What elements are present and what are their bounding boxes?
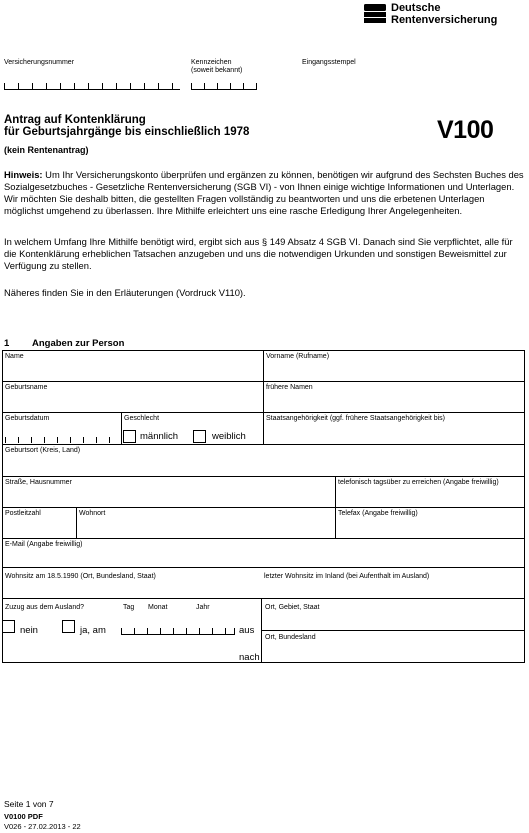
fruehere-namen-input[interactable] — [266, 395, 518, 409]
letzter-wohnsitz-input[interactable] — [264, 583, 519, 596]
row-divider — [2, 507, 525, 508]
vorname-label: Vorname (Rufname) — [266, 353, 330, 360]
title-line-2: für Geburtsjahrgänge bis einschließlich 1978 — [4, 126, 250, 138]
nein-checkbox[interactable] — [2, 620, 15, 633]
jahr-label: Jahr — [196, 604, 210, 611]
geburtsort-input[interactable] — [5, 458, 517, 472]
form-version: V026 - 27.02.2013 - 22 — [4, 822, 81, 831]
name-label: Name — [5, 353, 24, 360]
geburtsort-label: Geburtsort (Kreis, Land) — [5, 447, 81, 454]
title-line-3: (kein Rentenantrag) — [4, 145, 89, 155]
monat-label: Monat — [148, 604, 168, 611]
strasse-label: Straße, Hausnummer — [5, 479, 72, 486]
row-divider — [2, 538, 525, 539]
ort-gebiet-staat-line — [261, 630, 525, 631]
form-code: V100 — [437, 116, 494, 144]
column-divider — [263, 412, 264, 444]
geschlecht-label: Geschlecht — [124, 415, 160, 422]
email-label: E-Mail (Angabe freiwillig) — [5, 541, 83, 548]
page-number: Seite 1 von 7 — [4, 799, 54, 809]
title-line-1: Antrag auf Kontenklärung — [4, 114, 146, 126]
brand-line-1: Deutsche — [391, 2, 441, 14]
zuzug-label: Zuzug aus dem Ausland? — [5, 604, 84, 611]
section-number: 1 — [4, 338, 10, 349]
postleitzahl-input[interactable] — [5, 521, 71, 535]
row-divider — [2, 444, 525, 445]
email-input[interactable] — [5, 552, 517, 565]
ja-am-label: ja, am — [80, 625, 106, 636]
kennzeichen-note: (soweit bekannt) — [191, 67, 243, 74]
geburtsdatum-ticks — [5, 437, 117, 443]
row-divider — [2, 476, 525, 477]
brand-line-2: Rentenversicherung — [391, 14, 498, 26]
weiblich-checkbox[interactable] — [193, 430, 206, 443]
geburtsdatum-label: Geburtsdatum — [5, 415, 50, 422]
column-divider — [76, 507, 77, 538]
mithilfe-paragraph: In welchem Umfang Ihre Mithilfe benötigt wird, ergibt sich aus § 149 Absatz 4 SGB VI. Danach sind Sie verpflichtet, alle für die Kontenklärung erheblichen Tatsachen anzugeben und uns die notwendigen Urkunden und sonstigen Beweismittel zur Verfügung zu stellen. — [4, 236, 513, 271]
name-input[interactable] — [5, 364, 257, 378]
column-divider — [263, 350, 264, 412]
versicherungsnummer-label: Versicherungsnummer — [4, 59, 75, 66]
eingangsstempel-label: Eingangsstempel — [302, 59, 356, 66]
hinweis-label: Hinweis: — [4, 169, 43, 180]
brand-name — [391, 2, 497, 26]
logo-icon — [364, 4, 386, 24]
kennzeichen-label: Kennzeichen — [191, 59, 232, 66]
telefon-label: telefonisch tagsüber zu erreichen (Angabe freiwillig) — [338, 479, 499, 486]
column-divider — [335, 476, 336, 538]
nein-label: nein — [20, 625, 38, 636]
tag-label: Tag — [123, 604, 135, 611]
wohnort-input[interactable] — [79, 521, 329, 535]
erlaeuterungen-paragraph: Näheres finden Sie in den Erläuterungen (Vordruck V110). — [4, 287, 246, 298]
staatsangehoerigkeit-label: Staatsangehörigkeit (ggf. frühere Staatsangehörigkeit bis) — [266, 415, 445, 422]
geburtsname-input[interactable] — [5, 395, 257, 409]
maennlich-checkbox[interactable] — [123, 430, 136, 443]
versicherungsnummer-input[interactable] — [4, 70, 174, 84]
ort-gebiet-staat-label: Ort, Gebiet, Staat — [265, 604, 320, 611]
ort-gebiet-staat-input[interactable] — [265, 614, 520, 627]
vorname-input[interactable] — [266, 364, 518, 378]
form-title — [4, 114, 249, 138]
telefon-input[interactable] — [338, 490, 520, 504]
wohnsitz-1990-label: Wohnsitz am 18.5.1990 (Ort, Bundesland, Staat) — [5, 573, 156, 580]
row-divider — [2, 598, 525, 599]
hinweis-paragraph — [4, 169, 524, 217]
telefax-label: Telefax (Angabe freiwillig) — [338, 510, 418, 517]
fruehere-namen-label: frühere Namen — [266, 384, 313, 391]
staatsangehoerigkeit-input[interactable] — [266, 426, 518, 440]
strasse-input[interactable] — [5, 490, 330, 504]
zuzug-datum-line — [121, 634, 235, 635]
wohnsitz-1990-input[interactable] — [5, 583, 257, 596]
postleitzahl-label: Postleitzahl — [5, 510, 41, 517]
geburtsname-label: Geburtsname — [5, 384, 48, 391]
ort-bundesland-input[interactable] — [265, 645, 520, 658]
weiblich-label: weiblich — [212, 431, 246, 442]
logo — [364, 4, 386, 24]
nach-label: nach — [239, 652, 260, 663]
section-title: Angaben zur Person — [32, 338, 125, 349]
column-divider — [121, 412, 122, 444]
versicherungsnummer-line — [4, 89, 180, 90]
hinweis-text: Um Ihr Versicherungskonto überprüfen und ergänzen zu können, benötigen wir aufgrund des Sechsten Buches des Sozialgesetzbuches - Gesetzliche Rentenversicherung (SGB VI) - von Ihnen einige wichtige Informationen und Unterlagen. Wir möchten Sie deshalb bitten, die gestellten Fragen vollständig zu beantworten und uns die erbetenen Unterlagen möglichst umgehend zu überlassen. Ihre Mithilfe erleichtert uns eine rasche Erledigung Ihrer Angelegenheiten. — [4, 169, 524, 216]
telefax-input[interactable] — [338, 521, 520, 535]
kennzeichen-line — [191, 89, 257, 90]
letzter-wohnsitz-label: letzter Wohnsitz im Inland (bei Aufenthalt im Ausland) — [264, 573, 430, 580]
row-divider — [2, 567, 525, 568]
ja-checkbox[interactable] — [62, 620, 75, 633]
aus-label: aus — [239, 625, 255, 636]
ort-bundesland-label: Ort, Bundesland — [265, 634, 316, 641]
form-pdf-code: V0100 PDF — [4, 812, 43, 821]
maennlich-label: männlich — [140, 431, 179, 442]
wohnort-label: Wohnort — [79, 510, 106, 517]
